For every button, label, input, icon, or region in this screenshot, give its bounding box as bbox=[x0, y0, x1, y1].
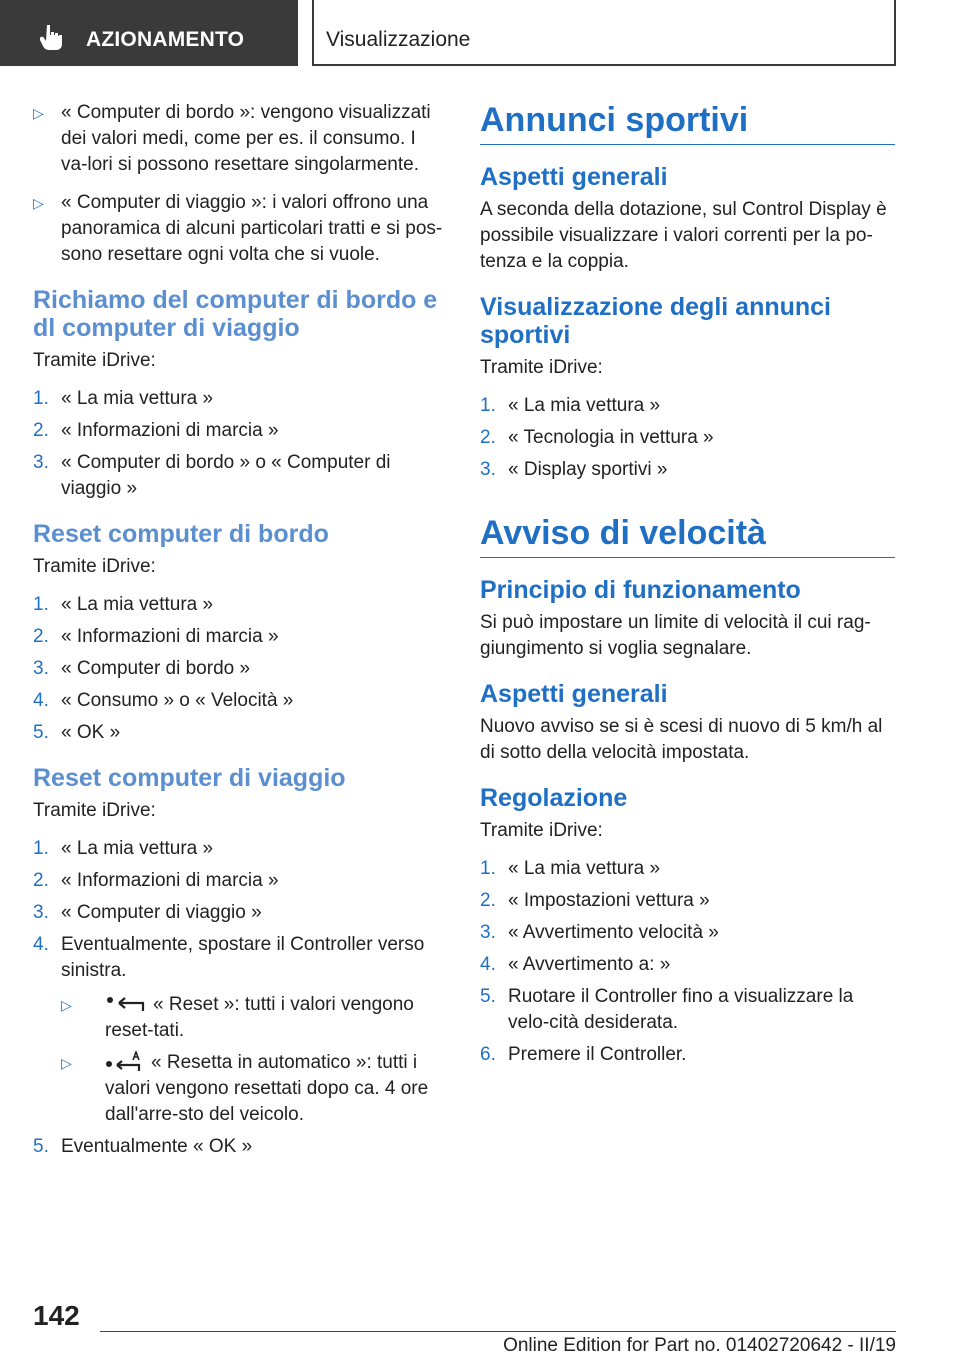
list-item: ▷ « Computer di viaggio »: i valori offrono una panoramica di alcuni particolari tratti e si pos-sono resettare ogni volta che si vuole. bbox=[33, 192, 443, 265]
list-item: 4. « Consumo » o « Velocità » bbox=[33, 690, 294, 711]
reset-board-heading: Reset computer di bordo bbox=[33, 520, 329, 548]
reset-trip-heading: Reset computer di viaggio bbox=[33, 764, 346, 792]
list-item: 5. Eventualmente « OK » bbox=[33, 1136, 253, 1157]
list-item: 3. « Computer di bordo » bbox=[33, 658, 251, 679]
list-item: 2. « Impostazioni vettura » bbox=[480, 890, 710, 911]
general2-text: Nuovo avviso se si è scesi di nuovo di 5 km/h al di sotto della velocità impostata. bbox=[480, 716, 883, 763]
general-text: A seconda della dotazione, sul Control Display è possibile visualizzare i valori correnti per la po-tenza e la coppia. bbox=[480, 199, 887, 272]
call-intro: Tramite iDrive: bbox=[33, 350, 156, 371]
display-intro: Tramite iDrive: bbox=[480, 357, 603, 378]
list-item: 5. « OK » bbox=[33, 722, 121, 743]
list-item: 1. « La mia vettura » bbox=[33, 594, 214, 615]
general2-heading: Aspetti generali bbox=[480, 680, 668, 708]
list-item: 4. Eventualmente, spostare il Controller verso sinistra. ▷ « Reset »: tutti i valori vengono reset-tati. ▷ « Resetta in automatico »: tutti i valori vengono resettati dopo ca. 4 ore dall'arre-sto del veicolo. bbox=[33, 932, 443, 1128]
list-item: ▷ « Computer di bordo »: vengono visualizzati dei valori medi, come per es. il consumo. I va-lori si possono resettare singolarmente. bbox=[33, 102, 431, 175]
edition-footer: Online Edition for Part no. 01402720642 - II/19 bbox=[503, 1335, 896, 1356]
reset-trip-steps bbox=[33, 836, 443, 1160]
triangle-bullet-icon: ▷ bbox=[61, 1055, 72, 1071]
reset-board-intro: Tramite iDrive: bbox=[33, 556, 156, 577]
call-heading: Richiamo del computer di bordo e dl computer di viaggio bbox=[33, 286, 438, 342]
list-item: 2. « Informazioni di marcia » bbox=[33, 420, 279, 441]
triangle-bullet-icon: ▷ bbox=[61, 997, 72, 1013]
chapter-title: Visualizzazione bbox=[326, 28, 471, 51]
reset-trip-intro: Tramite iDrive: bbox=[33, 800, 156, 821]
general-heading: Aspetti generali bbox=[480, 163, 668, 191]
right-column bbox=[480, 100, 895, 1084]
principle-heading: Principio di funzionamento bbox=[480, 576, 801, 604]
display-steps bbox=[480, 393, 895, 483]
list-item: 3. « Computer di bordo » o « Computer di viaggio » bbox=[33, 452, 391, 499]
speed-title: Avviso di velocità bbox=[480, 513, 895, 558]
list-item: 1. « La mia vettura » bbox=[33, 838, 214, 859]
list-item: 3. « Display sportivi » bbox=[480, 459, 668, 480]
computer-bullets bbox=[33, 100, 443, 268]
page-header bbox=[0, 0, 960, 66]
list-item: 6. Premere il Controller. bbox=[480, 1044, 687, 1065]
auto-reset-arrow-icon bbox=[105, 1051, 145, 1075]
reset-board-steps bbox=[33, 592, 443, 746]
list-item: 1. « La mia vettura » bbox=[480, 395, 661, 416]
list-item: 1. « La mia vettura » bbox=[33, 388, 214, 409]
regulation-steps bbox=[480, 856, 895, 1068]
section-title: AZIONAMENTO bbox=[86, 28, 245, 51]
left-column bbox=[33, 100, 443, 1176]
triangle-bullet-icon: ▷ bbox=[33, 195, 44, 211]
call-steps bbox=[33, 386, 443, 502]
list-item: 4. « Avvertimento a: » bbox=[480, 954, 671, 975]
display-heading: Visualizzazione degli annunci sportivi bbox=[480, 293, 832, 349]
reset-options bbox=[61, 992, 443, 1128]
list-item: ▷ « Reset »: tutti i valori vengono reset-tati. bbox=[61, 994, 414, 1041]
list-item: 3. « Computer di viaggio » bbox=[33, 902, 262, 923]
footer-divider bbox=[100, 1331, 896, 1332]
sport-title: Annunci sportivi bbox=[480, 100, 895, 145]
list-item: 2. « Tecnologia in vettura » bbox=[480, 427, 714, 448]
regulation-heading: Regolazione bbox=[480, 784, 628, 812]
triangle-bullet-icon: ▷ bbox=[33, 105, 44, 121]
list-item: 2. « Informazioni di marcia » bbox=[33, 626, 279, 647]
hand-pointer-icon bbox=[40, 24, 62, 50]
list-item: 5. Ruotare il Controller fino a visualizzare la velo-cità desiderata. bbox=[480, 986, 854, 1033]
list-item: 1. « La mia vettura » bbox=[480, 858, 661, 879]
chapter-tab bbox=[312, 0, 896, 66]
reset-arrow-icon bbox=[105, 994, 147, 1016]
section-tab bbox=[0, 0, 298, 66]
list-item: 2. « Informazioni di marcia » bbox=[33, 870, 279, 891]
principle-text: Si può impostare un limite di velocità il cui rag-giungimento si voglia segnalare. bbox=[480, 612, 871, 659]
regulation-intro: Tramite iDrive: bbox=[480, 820, 603, 841]
list-item: 3. « Avvertimento velocità » bbox=[480, 922, 719, 943]
page-number: 142 bbox=[33, 1300, 80, 1331]
list-item: ▷ « Resetta in automatico »: tutti i valori vengono resettati dopo ca. 4 ore dall'arre-sto del veicolo. bbox=[61, 1052, 429, 1125]
